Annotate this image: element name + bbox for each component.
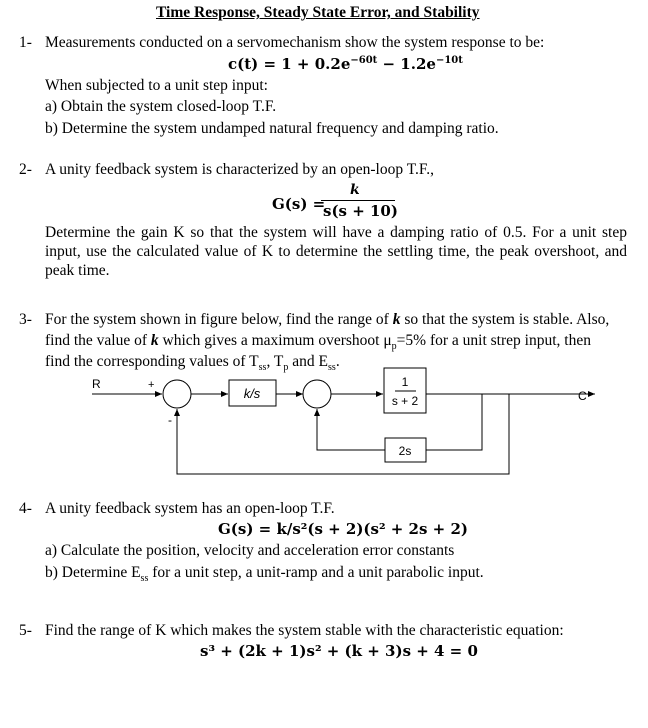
text-run: find the corresponding values of T: [45, 353, 259, 370]
question-number: 5-: [19, 622, 32, 639]
question-4-part-a: a) Calculate the position, velocity and acceleration error constants: [45, 542, 455, 559]
minus-sign: -: [168, 413, 172, 427]
text-run: For the system shown in figure below, find the range of: [45, 311, 393, 328]
text-run: so that the system is stable. Also,: [400, 311, 610, 328]
page-title: Time Response, Steady State Error, and Stability: [156, 4, 480, 21]
question-2-body: Determine the gain K so that the system will have a damping ratio of 0.5. For a unit step input, use the calculated value of K to determine the settling time, the peak overshoot, and peak time.: [45, 224, 627, 279]
equation-lhs: G(s) =: [272, 195, 326, 213]
inner-feedback-return: [317, 409, 385, 450]
question-4-intro: A unity feedback system has an open-loop T.F.: [45, 500, 335, 517]
variable-k: k: [150, 332, 159, 349]
text-run: .: [335, 353, 340, 370]
block-k-over-s-label: k/s: [243, 386, 261, 401]
text-run: =5% for a unit strep input, then: [396, 332, 591, 349]
subscript: p: [283, 362, 289, 374]
exponent: −10t: [435, 55, 463, 66]
question-5: [19, 622, 564, 641]
fraction-denominator: s(s + 10): [323, 202, 398, 220]
question-1-intro: Measurements conducted on a servomechanism show the system response to be:: [45, 34, 545, 51]
block-numerator: 1: [401, 375, 409, 389]
text-run: which gives a maximum overshoot μ: [158, 332, 392, 349]
variable-k: k: [392, 311, 401, 328]
outer-feedback-path: [177, 394, 509, 474]
question-1-when: When subjected to a unit step input:: [45, 77, 268, 94]
block-2s-label: 2s: [398, 444, 412, 458]
output-label: C: [578, 389, 587, 403]
question-1-part-a: a) Obtain the system closed-loop T.F.: [45, 98, 277, 115]
subscript: ss: [328, 362, 336, 374]
subscript: p: [391, 341, 397, 353]
question-number: 2-: [19, 161, 32, 178]
text-run: find the value of: [45, 332, 151, 349]
text-run: and E: [288, 353, 329, 370]
input-label: R: [92, 377, 101, 391]
equation-g-s: G(s) = k/s²(s + 2)(s² + 2s + 2): [218, 520, 468, 538]
question-number: 1-: [19, 34, 32, 51]
question-number: 4-: [19, 500, 32, 517]
subscript: ss: [140, 573, 149, 585]
question-number: 3-: [19, 311, 32, 328]
question-1-part-b: b) Determine the system undamped natural frequency and damping ratio.: [45, 120, 499, 137]
text-run: b) Determine E: [45, 564, 141, 581]
summing-junction-1: [163, 380, 191, 408]
equation-part: − 1.2e: [377, 55, 436, 73]
equation-part: c(t) = 1 + 0.2e: [228, 55, 351, 73]
exponent: −60t: [350, 55, 378, 66]
text-run: for a unit step, a unit-ramp and a unit parabolic input.: [148, 564, 484, 581]
inner-feedback-path: [426, 394, 482, 450]
question-4-part-b: [45, 564, 484, 583]
plus-sign: +: [148, 379, 155, 391]
characteristic-equation: s³ + (2k + 1)s² + (k + 3)s + 4 = 0: [200, 642, 478, 660]
question-4: [19, 500, 335, 519]
block-denominator: s + 2: [391, 394, 419, 408]
text-run: , T: [266, 353, 284, 370]
subscript: ss: [258, 362, 267, 374]
question-2-intro: A unity feedback system is characterized by an open-loop T.F.,: [45, 161, 435, 178]
question-5-intro: Find the range of K which makes the system stable with the characteristic equation:: [45, 622, 564, 639]
summing-junction-2: [303, 380, 331, 408]
fraction-numerator: k: [350, 182, 360, 198]
